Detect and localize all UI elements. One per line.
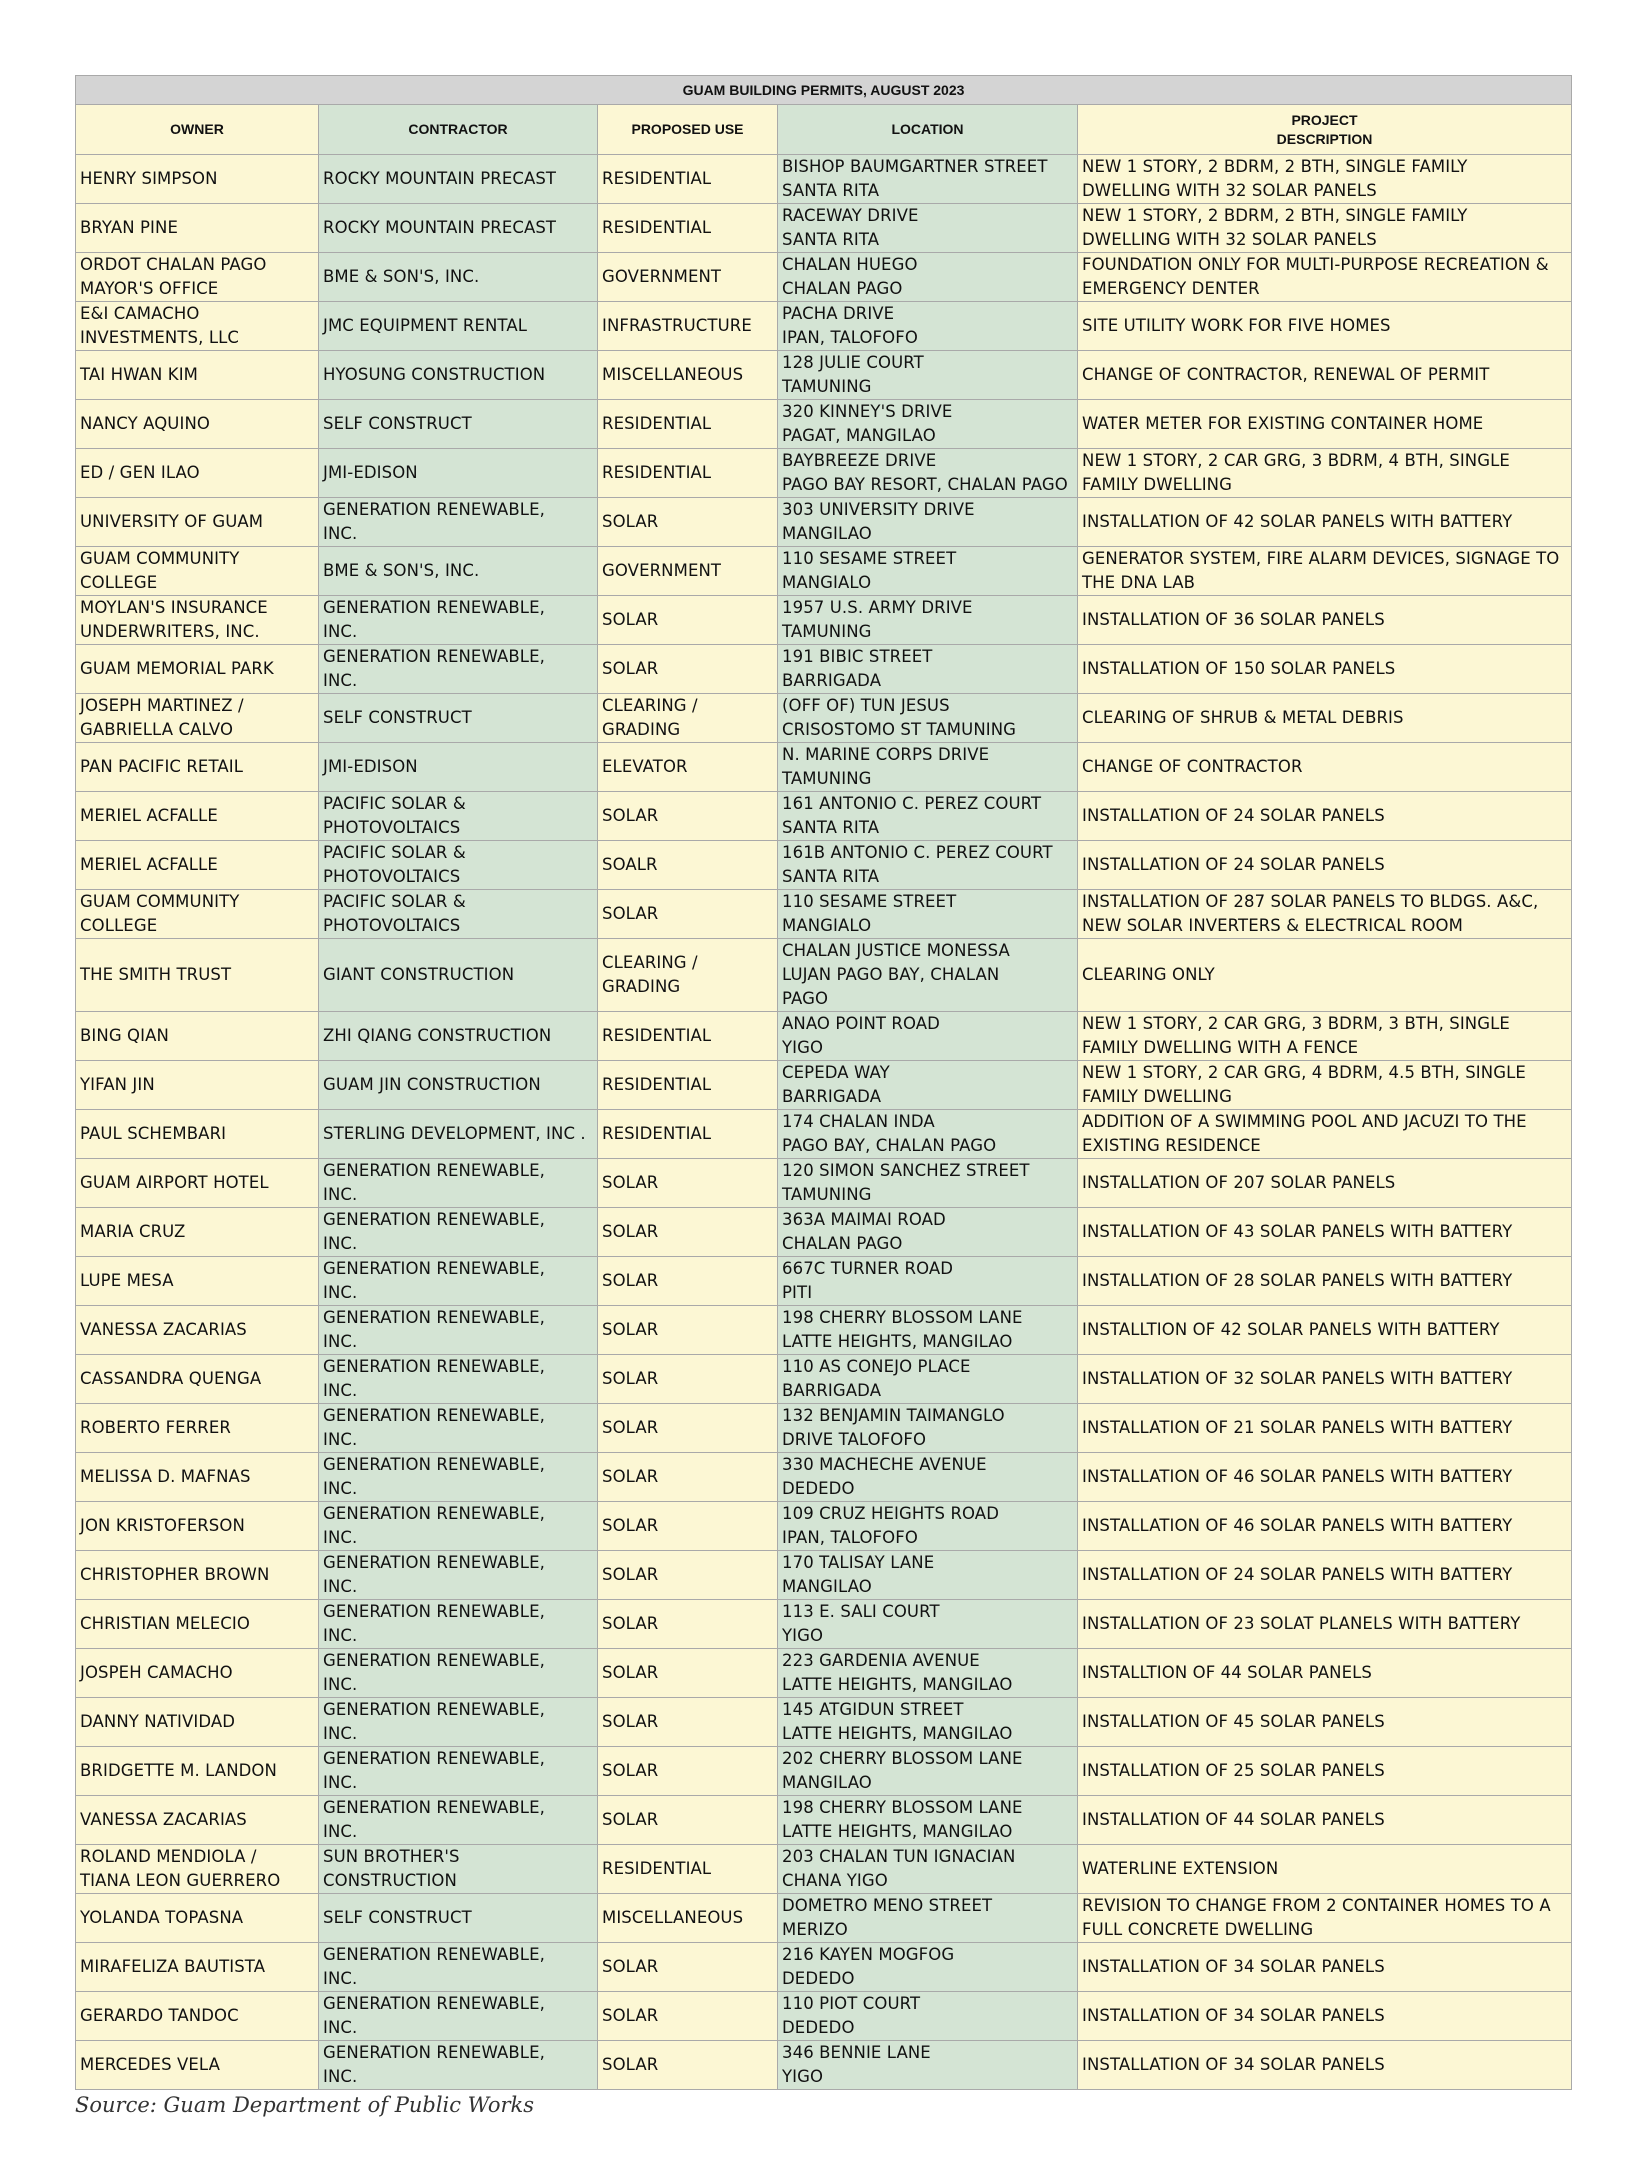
description-cell: INSTALLTION OF 44 SOLAR PANELS	[1078, 1649, 1572, 1698]
location-cell: 113 E. SALI COURT YIGO	[778, 1600, 1078, 1649]
contractor-cell: GENERATION RENEWABLE, INC.	[319, 2041, 598, 2090]
table-row	[76, 1747, 1572, 1796]
description-cell: INSTALLATION OF 34 SOLAR PANELS	[1078, 2041, 1572, 2090]
table-row	[76, 1208, 1572, 1257]
location-cell: 128 JULIE COURT TAMUNING	[778, 351, 1078, 400]
contractor-cell: GENERATION RENEWABLE, INC.	[319, 1306, 598, 1355]
proposed-use-cell: SOLAR	[598, 498, 778, 547]
contractor-cell: GENERATION RENEWABLE, INC.	[319, 1943, 598, 1992]
description-cell: INSTALLATION OF 46 SOLAR PANELS WITH BATTERY	[1078, 1502, 1572, 1551]
description-cell: INSTALLATION OF 24 SOLAR PANELS	[1078, 841, 1572, 890]
description-cell: WATER METER FOR EXISTING CONTAINER HOME	[1078, 400, 1572, 449]
proposed-use-cell: CLEARING / GRADING	[598, 694, 778, 743]
contractor-cell: JMC EQUIPMENT RENTAL	[319, 302, 598, 351]
table-row	[76, 204, 1572, 253]
contractor-cell: ZHI QIANG CONSTRUCTION	[319, 1012, 598, 1061]
description-cell: INSTALLATION OF 34 SOLAR PANELS	[1078, 1943, 1572, 1992]
description-cell: INSTALLATION OF 24 SOLAR PANELS	[1078, 792, 1572, 841]
contractor-cell: PACIFIC SOLAR & PHOTOVOLTAICS	[319, 792, 598, 841]
table-row	[76, 1061, 1572, 1110]
contractor-cell: GENERATION RENEWABLE, INC.	[319, 1992, 598, 2041]
location-cell: 161B ANTONIO C. PEREZ COURT SANTA RITA	[778, 841, 1078, 890]
owner-cell: YOLANDA TOPASNA	[76, 1894, 319, 1943]
owner-cell: JON KRISTOFERSON	[76, 1502, 319, 1551]
owner-cell: MERIEL ACFALLE	[76, 841, 319, 890]
table-row	[76, 1551, 1572, 1600]
contractor-cell: GENERATION RENEWABLE, INC.	[319, 1796, 598, 1845]
owner-cell: MARIA CRUZ	[76, 1208, 319, 1257]
description-cell: CLEARING ONLY	[1078, 939, 1572, 1012]
table-row	[76, 1355, 1572, 1404]
source-note: Source: Guam Department of Public Works	[75, 2093, 535, 2117]
table-row	[76, 1649, 1572, 1698]
proposed-use-cell: SOLAR	[598, 1355, 778, 1404]
owner-cell: JOSPEH CAMACHO	[76, 1649, 319, 1698]
table-row	[76, 890, 1572, 939]
location-cell: 109 CRUZ HEIGHTS ROAD IPAN, TALOFOFO	[778, 1502, 1078, 1551]
proposed-use-cell: MISCELLANEOUS	[598, 1894, 778, 1943]
proposed-use-cell: SOALR	[598, 841, 778, 890]
table-row	[76, 449, 1572, 498]
proposed-use-cell: SOLAR	[598, 1992, 778, 2041]
description-cell: NEW 1 STORY, 2 CAR GRG, 3 BDRM, 3 BTH, SINGLE FAMILY DWELLING WITH A FENCE	[1078, 1012, 1572, 1061]
owner-cell: BING QIAN	[76, 1012, 319, 1061]
location-cell: 320 KINNEY'S DRIVE PAGAT, MANGILAO	[778, 400, 1078, 449]
description-cell: CHANGE OF CONTRACTOR, RENEWAL OF PERMIT	[1078, 351, 1572, 400]
proposed-use-cell: SOLAR	[598, 1159, 778, 1208]
proposed-use-cell: SOLAR	[598, 1453, 778, 1502]
contractor-cell: GENERATION RENEWABLE, INC.	[319, 1355, 598, 1404]
table-row	[76, 1453, 1572, 1502]
contractor-cell: SELF CONSTRUCT	[319, 400, 598, 449]
permits-table-body	[76, 155, 1572, 2090]
owner-cell: E&I CAMACHO INVESTMENTS, LLC	[76, 302, 319, 351]
owner-cell: ORDOT CHALAN PAGO MAYOR'S OFFICE	[76, 253, 319, 302]
owner-cell: MERCEDES VELA	[76, 2041, 319, 2090]
description-cell: INSTALLATION OF 46 SOLAR PANELS WITH BATTERY	[1078, 1453, 1572, 1502]
contractor-cell: STERLING DEVELOPMENT, INC .	[319, 1110, 598, 1159]
table-row	[76, 939, 1572, 1012]
location-cell: 667C TURNER ROAD PITI	[778, 1257, 1078, 1306]
table-row	[76, 1992, 1572, 2041]
contractor-cell: GENERATION RENEWABLE, INC.	[319, 1649, 598, 1698]
contractor-cell: ROCKY MOUNTAIN PRECAST	[319, 204, 598, 253]
proposed-use-cell: SOLAR	[598, 1698, 778, 1747]
contractor-cell: GENERATION RENEWABLE, INC.	[319, 1404, 598, 1453]
owner-cell: CASSANDRA QUENGA	[76, 1355, 319, 1404]
owner-cell: GUAM COMMUNITY COLLEGE	[76, 547, 319, 596]
owner-cell: CHRISTIAN MELECIO	[76, 1600, 319, 1649]
location-cell: 191 BIBIC STREET BARRIGADA	[778, 645, 1078, 694]
owner-cell: JOSEPH MARTINEZ / GABRIELLA CALVO	[76, 694, 319, 743]
contractor-cell: PACIFIC SOLAR & PHOTOVOLTAICS	[319, 890, 598, 939]
description-cell: REVISION TO CHANGE FROM 2 CONTAINER HOMES TO A FULL CONCRETE DWELLING	[1078, 1894, 1572, 1943]
table-row	[76, 1257, 1572, 1306]
table-row	[76, 1698, 1572, 1747]
description-cell: INSTALLATION OF 207 SOLAR PANELS	[1078, 1159, 1572, 1208]
table-row	[76, 253, 1572, 302]
table-row	[76, 1306, 1572, 1355]
owner-cell: MERIEL ACFALLE	[76, 792, 319, 841]
description-cell: INSTALLATION OF 287 SOLAR PANELS TO BLDGS. A&C, NEW SOLAR INVERTERS & ELECTRICAL ROOM	[1078, 890, 1572, 939]
table-row	[76, 694, 1572, 743]
owner-cell: HENRY SIMPSON	[76, 155, 319, 204]
location-cell: ANAO POINT ROAD YIGO	[778, 1012, 1078, 1061]
owner-cell: VANESSA ZACARIAS	[76, 1306, 319, 1355]
owner-cell: MIRAFELIZA BAUTISTA	[76, 1943, 319, 1992]
location-cell: 203 CHALAN TUN IGNACIAN CHANA YIGO	[778, 1845, 1078, 1894]
contractor-cell: GENERATION RENEWABLE, INC.	[319, 1600, 598, 1649]
description-cell: INSTALLATION OF 43 SOLAR PANELS WITH BATTERY	[1078, 1208, 1572, 1257]
location-cell: CHALAN HUEGO CHALAN PAGO	[778, 253, 1078, 302]
contractor-cell: GENERATION RENEWABLE, INC.	[319, 1551, 598, 1600]
owner-cell: CHRISTOPHER BROWN	[76, 1551, 319, 1600]
table-row	[76, 1845, 1572, 1894]
contractor-cell: JMI-EDISON	[319, 449, 598, 498]
table-row	[76, 743, 1572, 792]
location-cell: 198 CHERRY BLOSSOM LANE LATTE HEIGHTS, MANGILAO	[778, 1796, 1078, 1845]
owner-cell: YIFAN JIN	[76, 1061, 319, 1110]
proposed-use-cell: RESIDENTIAL	[598, 449, 778, 498]
proposed-use-cell: SOLAR	[598, 1257, 778, 1306]
proposed-use-cell: GOVERNMENT	[598, 253, 778, 302]
proposed-use-cell: SOLAR	[598, 1502, 778, 1551]
description-cell: NEW 1 STORY, 2 BDRM, 2 BTH, SINGLE FAMILY DWELLING WITH 32 SOLAR PANELS	[1078, 155, 1572, 204]
location-cell: 202 CHERRY BLOSSOM LANE MANGILAO	[778, 1747, 1078, 1796]
contractor-cell: ROCKY MOUNTAIN PRECAST	[319, 155, 598, 204]
contractor-cell: BME & SON'S, INC.	[319, 547, 598, 596]
description-cell: INSTALLATION OF 34 SOLAR PANELS	[1078, 1992, 1572, 2041]
location-cell: CHALAN JUSTICE MONESSA LUJAN PAGO BAY, CHALAN PAGO	[778, 939, 1078, 1012]
location-cell: 330 MACHECHE AVENUE DEDEDO	[778, 1453, 1078, 1502]
location-cell: 161 ANTONIO C. PEREZ COURT SANTA RITA	[778, 792, 1078, 841]
location-cell: 346 BENNIE LANE YIGO	[778, 2041, 1078, 2090]
description-cell: INSTALLATION OF 25 SOLAR PANELS	[1078, 1747, 1572, 1796]
table-row	[76, 1796, 1572, 1845]
description-cell: WATERLINE EXTENSION	[1078, 1845, 1572, 1894]
location-cell: 110 SESAME STREET MANGIALO	[778, 547, 1078, 596]
description-cell: INSTALLATION OF 21 SOLAR PANELS WITH BATTERY	[1078, 1404, 1572, 1453]
proposed-use-cell: SOLAR	[598, 1649, 778, 1698]
contractor-cell: SELF CONSTRUCT	[319, 694, 598, 743]
table-row	[76, 547, 1572, 596]
contractor-cell: GENERATION RENEWABLE, INC.	[319, 1502, 598, 1551]
table-row	[76, 1404, 1572, 1453]
table-row	[76, 645, 1572, 694]
contractor-cell: GENERATION RENEWABLE, INC.	[319, 645, 598, 694]
table-row	[76, 1600, 1572, 1649]
proposed-use-cell: RESIDENTIAL	[598, 204, 778, 253]
contractor-cell: SELF CONSTRUCT	[319, 1894, 598, 1943]
description-cell: INSTALLTION OF 42 SOLAR PANELS WITH BATTERY	[1078, 1306, 1572, 1355]
proposed-use-cell: SOLAR	[598, 596, 778, 645]
table-row	[76, 792, 1572, 841]
description-cell: NEW 1 STORY, 2 BDRM, 2 BTH, SINGLE FAMILY DWELLING WITH 32 SOLAR PANELS	[1078, 204, 1572, 253]
title-row	[76, 76, 1572, 105]
table-row	[76, 1012, 1572, 1061]
owner-cell: GUAM COMMUNITY COLLEGE	[76, 890, 319, 939]
contractor-cell: GENERATION RENEWABLE, INC.	[319, 1453, 598, 1502]
proposed-use-cell: SOLAR	[598, 1796, 778, 1845]
description-cell: CHANGE OF CONTRACTOR	[1078, 743, 1572, 792]
proposed-use-cell: RESIDENTIAL	[598, 1061, 778, 1110]
header-location: LOCATION	[778, 105, 1078, 155]
proposed-use-cell: SOLAR	[598, 1404, 778, 1453]
contractor-cell: SUN BROTHER'S CONSTRUCTION	[319, 1845, 598, 1894]
table-row	[76, 302, 1572, 351]
proposed-use-cell: SOLAR	[598, 890, 778, 939]
table-row	[76, 1159, 1572, 1208]
proposed-use-cell: SOLAR	[598, 1551, 778, 1600]
owner-cell: MOYLAN'S INSURANCE UNDERWRITERS, INC.	[76, 596, 319, 645]
location-cell: 110 SESAME STREET MANGIALO	[778, 890, 1078, 939]
description-cell: INSTALLATION OF 45 SOLAR PANELS	[1078, 1698, 1572, 1747]
location-cell: N. MARINE CORPS DRIVE TAMUNING	[778, 743, 1078, 792]
owner-cell: DANNY NATIVIDAD	[76, 1698, 319, 1747]
proposed-use-cell: SOLAR	[598, 1943, 778, 1992]
owner-cell: UNIVERSITY OF GUAM	[76, 498, 319, 547]
location-cell: 1957 U.S. ARMY DRIVE TAMUNING	[778, 596, 1078, 645]
contractor-cell: GENERATION RENEWABLE, INC.	[319, 1208, 598, 1257]
proposed-use-cell: SOLAR	[598, 1600, 778, 1649]
description-cell: NEW 1 STORY, 2 CAR GRG, 4 BDRM, 4.5 BTH, SINGLE FAMILY DWELLING	[1078, 1061, 1572, 1110]
location-cell: BISHOP BAUMGARTNER STREET SANTA RITA	[778, 155, 1078, 204]
owner-cell: LUPE MESA	[76, 1257, 319, 1306]
location-cell: RACEWAY DRIVE SANTA RITA	[778, 204, 1078, 253]
contractor-cell: GIANT CONSTRUCTION	[319, 939, 598, 1012]
table-row	[76, 400, 1572, 449]
location-cell: 170 TALISAY LANE MANGILAO	[778, 1551, 1078, 1600]
location-cell: BAYBREEZE DRIVE PAGO BAY RESORT, CHALAN PAGO	[778, 449, 1078, 498]
proposed-use-cell: MISCELLANEOUS	[598, 351, 778, 400]
header-project-description: PROJECT DESCRIPTION	[1078, 105, 1572, 155]
location-cell: 110 AS CONEJO PLACE BARRIGADA	[778, 1355, 1078, 1404]
header-proposed-use: PROPOSED USE	[598, 105, 778, 155]
table-row	[76, 1502, 1572, 1551]
owner-cell: BRYAN PINE	[76, 204, 319, 253]
contractor-cell: PACIFIC SOLAR & PHOTOVOLTAICS	[319, 841, 598, 890]
description-cell: ADDITION OF A SWIMMING POOL AND JACUZI TO THE EXISTING RESIDENCE	[1078, 1110, 1572, 1159]
owner-cell: GUAM AIRPORT HOTEL	[76, 1159, 319, 1208]
header-contractor: CONTRACTOR	[319, 105, 598, 155]
contractor-cell: GENERATION RENEWABLE, INC.	[319, 1747, 598, 1796]
location-cell: 223 GARDENIA AVENUE LATTE HEIGHTS, MANGILAO	[778, 1649, 1078, 1698]
proposed-use-cell: SOLAR	[598, 1747, 778, 1796]
owner-cell: NANCY AQUINO	[76, 400, 319, 449]
proposed-use-cell: RESIDENTIAL	[598, 1110, 778, 1159]
location-cell: 145 ATGIDUN STREET LATTE HEIGHTS, MANGILAO	[778, 1698, 1078, 1747]
description-cell: CLEARING OF SHRUB & METAL DEBRIS	[1078, 694, 1572, 743]
table-row	[76, 841, 1572, 890]
location-cell: DOMETRO MENO STREET MERIZO	[778, 1894, 1078, 1943]
contractor-cell: GENERATION RENEWABLE, INC.	[319, 1159, 598, 1208]
location-cell: 132 BENJAMIN TAIMANGLO DRIVE TALOFOFO	[778, 1404, 1078, 1453]
contractor-cell: HYOSUNG CONSTRUCTION	[319, 351, 598, 400]
proposed-use-cell: SOLAR	[598, 645, 778, 694]
contractor-cell: GENERATION RENEWABLE, INC.	[319, 1257, 598, 1306]
location-cell: 120 SIMON SANCHEZ STREET TAMUNING	[778, 1159, 1078, 1208]
table-row	[76, 1110, 1572, 1159]
table-row	[76, 351, 1572, 400]
contractor-cell: GENERATION RENEWABLE, INC.	[319, 1698, 598, 1747]
permits-sheet	[75, 75, 1571, 2090]
owner-cell: THE SMITH TRUST	[76, 939, 319, 1012]
proposed-use-cell: SOLAR	[598, 1208, 778, 1257]
owner-cell: MELISSA D. MAFNAS	[76, 1453, 319, 1502]
table-row	[76, 1943, 1572, 1992]
table-row	[76, 155, 1572, 204]
proposed-use-cell: RESIDENTIAL	[598, 1845, 778, 1894]
proposed-use-cell: GOVERNMENT	[598, 547, 778, 596]
contractor-cell: GENERATION RENEWABLE, INC.	[319, 498, 598, 547]
header-row	[76, 105, 1572, 155]
contractor-cell: JMI-EDISON	[319, 743, 598, 792]
owner-cell: ED / GEN ILAO	[76, 449, 319, 498]
description-cell: INSTALLATION OF 150 SOLAR PANELS	[1078, 645, 1572, 694]
proposed-use-cell: ELEVATOR	[598, 743, 778, 792]
proposed-use-cell: SOLAR	[598, 2041, 778, 2090]
owner-cell: ROBERTO FERRER	[76, 1404, 319, 1453]
owner-cell: GUAM MEMORIAL PARK	[76, 645, 319, 694]
proposed-use-cell: CLEARING / GRADING	[598, 939, 778, 1012]
table-row	[76, 2041, 1572, 2090]
owner-cell: TAI HWAN KIM	[76, 351, 319, 400]
proposed-use-cell: INFRASTRUCTURE	[598, 302, 778, 351]
proposed-use-cell: RESIDENTIAL	[598, 1012, 778, 1061]
location-cell: 110 PIOT COURT DEDEDO	[778, 1992, 1078, 2041]
proposed-use-cell: SOLAR	[598, 1306, 778, 1355]
description-cell: SITE UTILITY WORK FOR FIVE HOMES	[1078, 302, 1572, 351]
location-cell: 174 CHALAN INDA PAGO BAY, CHALAN PAGO	[778, 1110, 1078, 1159]
owner-cell: PAN PACIFIC RETAIL	[76, 743, 319, 792]
owner-cell: GERARDO TANDOC	[76, 1992, 319, 2041]
description-cell: INSTALLATION OF 44 SOLAR PANELS	[1078, 1796, 1572, 1845]
owner-cell: ROLAND MENDIOLA / TIANA LEON GUERRERO	[76, 1845, 319, 1894]
description-cell: FOUNDATION ONLY FOR MULTI-PURPOSE RECREATION & EMERGENCY DENTER	[1078, 253, 1572, 302]
table-title: GUAM BUILDING PERMITS, AUGUST 2023	[76, 76, 1572, 105]
description-cell: NEW 1 STORY, 2 CAR GRG, 3 BDRM, 4 BTH, SINGLE FAMILY DWELLING	[1078, 449, 1572, 498]
location-cell: CEPEDA WAY BARRIGADA	[778, 1061, 1078, 1110]
description-cell: INSTALLATION OF 28 SOLAR PANELS WITH BATTERY	[1078, 1257, 1572, 1306]
contractor-cell: GUAM JIN CONSTRUCTION	[319, 1061, 598, 1110]
owner-cell: VANESSA ZACARIAS	[76, 1796, 319, 1845]
description-cell: GENERATOR SYSTEM, FIRE ALARM DEVICES, SIGNAGE TO THE DNA LAB	[1078, 547, 1572, 596]
description-cell: INSTALLATION OF 23 SOLAT PLANELS WITH BATTERY	[1078, 1600, 1572, 1649]
location-cell: PACHA DRIVE IPAN, TALOFOFO	[778, 302, 1078, 351]
proposed-use-cell: RESIDENTIAL	[598, 155, 778, 204]
proposed-use-cell: RESIDENTIAL	[598, 400, 778, 449]
table-row	[76, 498, 1572, 547]
description-cell: INSTALLATION OF 32 SOLAR PANELS WITH BATTERY	[1078, 1355, 1572, 1404]
table-row	[76, 596, 1572, 645]
header-owner: OWNER	[76, 105, 319, 155]
location-cell: (OFF OF) TUN JESUS CRISOSTOMO ST TAMUNING	[778, 694, 1078, 743]
location-cell: 303 UNIVERSITY DRIVE MANGILAO	[778, 498, 1078, 547]
description-cell: INSTALLATION OF 36 SOLAR PANELS	[1078, 596, 1572, 645]
table-row	[76, 1894, 1572, 1943]
location-cell: 216 KAYEN MOGFOG DEDEDO	[778, 1943, 1078, 1992]
owner-cell: PAUL SCHEMBARI	[76, 1110, 319, 1159]
proposed-use-cell: SOLAR	[598, 792, 778, 841]
description-cell: INSTALLATION OF 42 SOLAR PANELS WITH BATTERY	[1078, 498, 1572, 547]
location-cell: 363A MAIMAI ROAD CHALAN PAGO	[778, 1208, 1078, 1257]
contractor-cell: BME & SON'S, INC.	[319, 253, 598, 302]
owner-cell: BRIDGETTE M. LANDON	[76, 1747, 319, 1796]
location-cell: 198 CHERRY BLOSSOM LANE LATTE HEIGHTS, MANGILAO	[778, 1306, 1078, 1355]
contractor-cell: GENERATION RENEWABLE, INC.	[319, 596, 598, 645]
description-cell: INSTALLATION OF 24 SOLAR PANELS WITH BATTERY	[1078, 1551, 1572, 1600]
permits-table	[75, 75, 1572, 2090]
